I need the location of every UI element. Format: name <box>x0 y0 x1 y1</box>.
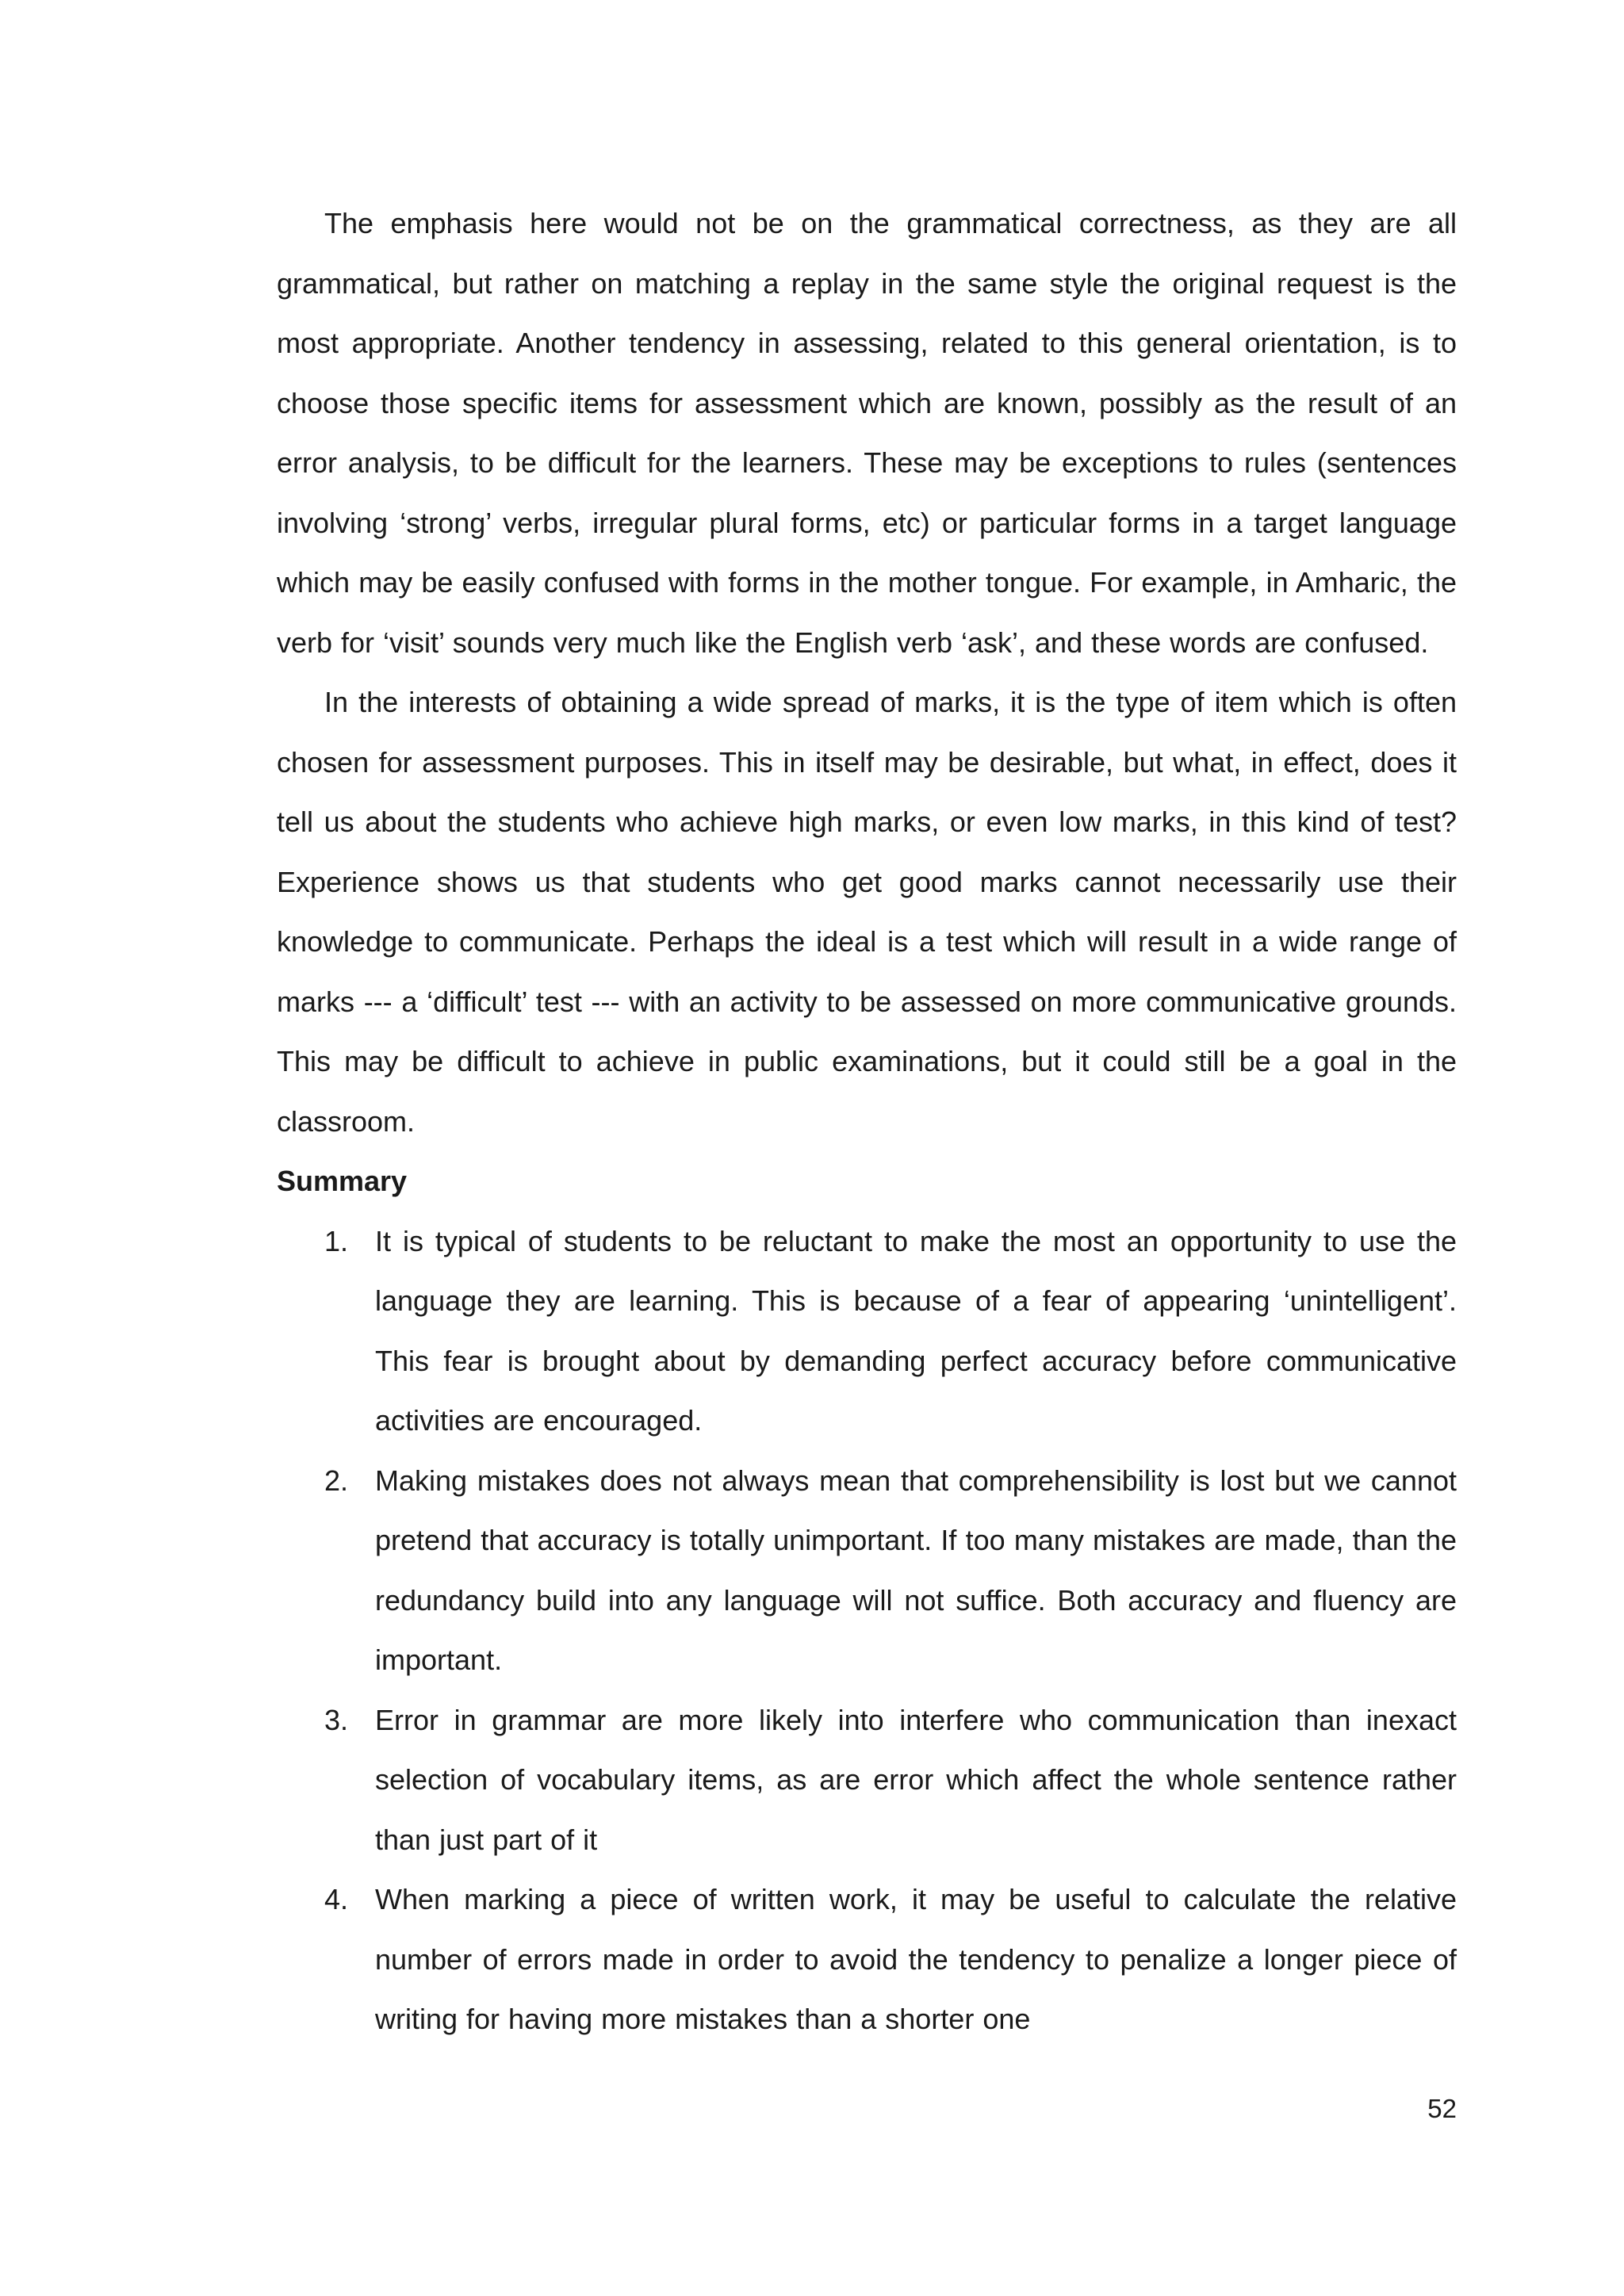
summary-item-text: Making mistakes does not always mean that comprehensibility is lost but we cannot pretend that accuracy is totally unimportant. If too many mistakes are made, than the redundancy build into any language will not suffice. Both accuracy and fluency are important. <box>375 1464 1457 1676</box>
summary-item-text: Error in grammar are more likely into interfere who communication than inexact selection of vocabulary items, as are error which affect the whole sentence rather than just part of it <box>375 1703 1457 1856</box>
summary-item-text: When marking a piece of written work, it may be useful to calculate the relative number of errors made in order to avoid the tendency to penalize a longer piece of writing for having more mistakes than a shorter one <box>375 1883 1457 2035</box>
summary-item-2 <box>277 1451 1457 1690</box>
summary-item-text: It is typical of students to be reluctant to make the most an opportunity to use the language they are learning. This is because of a fear of appearing ‘unintelligent’. This fear is brought about by demanding perfect accuracy before communicative activities are encouraged. <box>375 1224 1457 1437</box>
summary-item-number: 1. <box>324 1224 349 1257</box>
summary-item-4 <box>277 1869 1457 2049</box>
body-paragraph-2: In the interests of obtaining a wide spread of marks, it is the type of item which is often chosen for assessment purposes. This in itself may be desirable, but what, in effect, does it tell us about the students who achieve high marks, or even low marks, in this kind of test? Experience shows us that students who get good marks cannot necessarily use their knowledge to communicate. Perhaps the ideal is a test which will result in a wide range of marks --- a ‘difficult’ test --- with an activity to be assessed on more communicative grounds. This may be difficult to achieve in public examinations, but it could still be a goal in the classroom. <box>277 686 1457 1138</box>
summary-heading: Summary <box>277 1165 408 1197</box>
page-content <box>277 193 1457 2049</box>
summary-item-3 <box>277 1690 1457 1870</box>
summary-item-number: 4. <box>324 1883 349 1915</box>
body-paragraph-1: The emphasis here would not be on the grammatical correctness, as they are all grammatical, but rather on matching a replay in the same style the original request is the most appropriate. Another tendency in assessing, related to this general orientation, is to choose those specific items for assessment which are known, possibly as the result of an error analysis, to be difficult for the learners. These may be exceptions to rules (sentences involving ‘strong’ verbs, irregular plural forms, etc) or particular forms in a target language which may be easily confused with forms in the mother tongue. For example, in Amharic, the verb for ‘visit’ sounds very much like the English verb ‘ask’, and these words are confused. <box>277 207 1457 659</box>
page-number: 52 <box>1427 2094 1457 2123</box>
summary-item-1 <box>277 1211 1457 1451</box>
summary-list <box>277 1211 1457 2049</box>
summary-item-number: 3. <box>324 1703 349 1736</box>
summary-item-number: 2. <box>324 1464 349 1497</box>
